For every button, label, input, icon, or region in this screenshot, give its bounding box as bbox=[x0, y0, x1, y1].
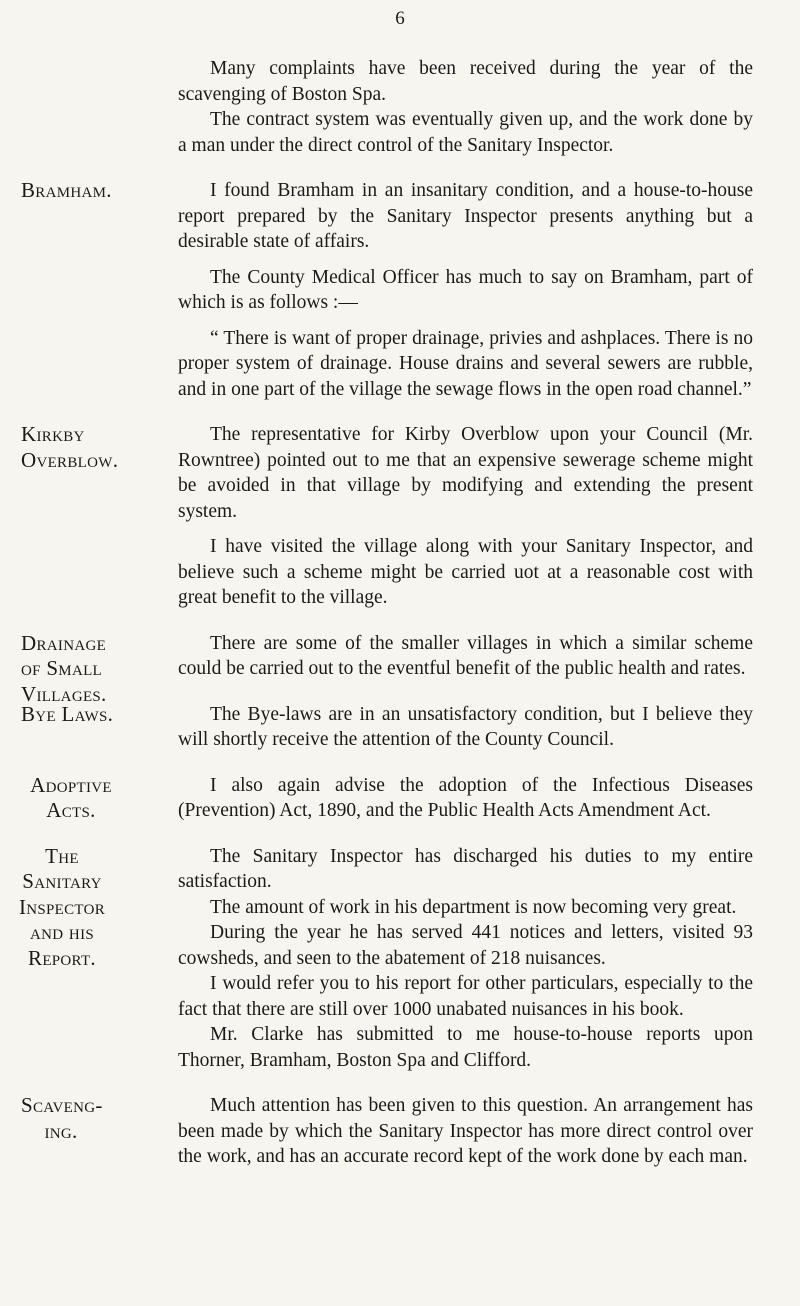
section-scavenging bbox=[0, 1093, 800, 1170]
section-bye-laws-body bbox=[178, 702, 753, 753]
section-kirkby-overblow-body bbox=[178, 422, 753, 611]
sidenote-line: The bbox=[45, 843, 79, 868]
sidenote-line: Sanitary bbox=[22, 869, 102, 893]
paragraph: The amount of work in his department is now becoming very great. bbox=[210, 896, 737, 918]
paragraph: There are some of the smaller villages in which a similar scheme could be carried out to the eventful benefit of the public health and rates. bbox=[178, 632, 753, 679]
section-drainage-small-villages bbox=[0, 630, 800, 706]
paragraph: I also again advise the adoption of the Infectious Diseases (Prevention) Act, 1890, and the Public Health Acts Amendment Act. bbox=[178, 774, 753, 821]
paragraph: The Sanitary Inspector has discharged his duties to my entire satisfaction. bbox=[178, 845, 753, 892]
sidenote-line: Bramham. bbox=[21, 178, 112, 202]
section-drainage-small-villages-body bbox=[178, 631, 753, 682]
paragraph: I found Bramham in an insanitary condition, and a house-to-house report prepared by the Sanitary Inspector presents anything but a desirable state of affairs. bbox=[178, 180, 753, 252]
sidenote-line: Report. bbox=[28, 945, 96, 970]
paragraph: The Bye-laws are in an unsatisfactory condition, but I believe they will shortly receive the attention of the County Council. bbox=[178, 703, 753, 750]
sidenote-line: Villages. bbox=[21, 681, 107, 706]
paragraph: Many complaints have been received during the year of the scavenging of Boston Spa. bbox=[178, 58, 753, 105]
sidenote-scavenging bbox=[21, 1093, 101, 1144]
sidenote-sanitary-inspector bbox=[14, 844, 110, 972]
sidenote-adoptive-acts bbox=[22, 773, 120, 824]
section-kirkby-overblow bbox=[0, 422, 800, 611]
section-intro-body bbox=[178, 56, 753, 158]
sidenote-line: and his bbox=[29, 920, 95, 944]
paragraph: The County Medical Officer has much to say on Bramham, part of which is as follows :— bbox=[178, 266, 753, 313]
section-sanitary-inspector bbox=[0, 844, 800, 1074]
section-intro bbox=[0, 56, 800, 158]
sidenote-line: Bye Laws. bbox=[21, 701, 114, 726]
sidenote-line: ing. bbox=[44, 1118, 78, 1143]
sidenote-line: Inspector bbox=[18, 894, 106, 919]
sidenote-line: Acts. bbox=[46, 798, 96, 822]
paragraph: The representative for Kirby Overblow upon your Council (Mr. Rowntree) pointed out to me that an expensive sewerage scheme might be avoided in that village by modifying and extending the present system. bbox=[178, 424, 753, 522]
paragraph: I would refer you to his report for other particulars, especially to the fact that there are still over 1000 unabated nuisances in his book. bbox=[178, 973, 753, 1020]
paragraph: “ There is want of proper drainage, privies and ashplaces. There is no proper system of drainage. House drains and several sewers are rubble, and in one part of the village the sewage flows in the open road channel.” bbox=[178, 327, 753, 400]
paragraph: Much attention has been given to this question. An arrangement has been made by which the Sanitary Inspector has more direct control over the work, and has an accurate record kept of the work done by each man. bbox=[178, 1095, 753, 1167]
sidenote-line: Overblow. bbox=[21, 447, 119, 472]
section-bramham-body bbox=[178, 178, 753, 402]
sidenote-line: Adoptive bbox=[30, 772, 112, 797]
section-bye-laws bbox=[0, 702, 800, 753]
paragraph: I have visited the village along with your Sanitary Inspector, and believe such a scheme might be carried uot at a reasonable cost with great benefit to the village. bbox=[178, 536, 753, 608]
sidenote-line: Scaveng- bbox=[21, 1093, 103, 1117]
paragraph: The contract system was eventually given up, and the work done by a man under the direct control of the Sanitary Inspector. bbox=[178, 109, 753, 156]
sidenote-bramham bbox=[21, 178, 112, 204]
document-body bbox=[0, 56, 800, 1190]
paragraph: Mr. Clarke has submitted to me house-to-house reports upon Thorner, Bramham, Boston Spa and Clifford. bbox=[178, 1024, 753, 1071]
sidenote-line: Drainage bbox=[21, 630, 107, 655]
page-number: 6 bbox=[395, 8, 405, 29]
sidenote-kirkby-overblow bbox=[21, 422, 118, 473]
sidenote-line: of Small bbox=[21, 656, 102, 680]
paragraph: During the year he has served 441 notices and letters, visited 93 cowsheds, and seen to the abatement of 218 nuisances. bbox=[178, 922, 753, 969]
sidenote-drainage-small-villages bbox=[21, 631, 107, 708]
section-bramham bbox=[0, 178, 800, 402]
sidenote-bye-laws bbox=[21, 702, 113, 728]
section-scavenging-body bbox=[178, 1093, 753, 1170]
sidenote-line: Kirkby bbox=[21, 422, 85, 446]
section-sanitary-inspector-body bbox=[178, 844, 753, 1074]
section-adoptive-acts bbox=[0, 773, 800, 824]
section-adoptive-acts-body bbox=[178, 773, 753, 824]
